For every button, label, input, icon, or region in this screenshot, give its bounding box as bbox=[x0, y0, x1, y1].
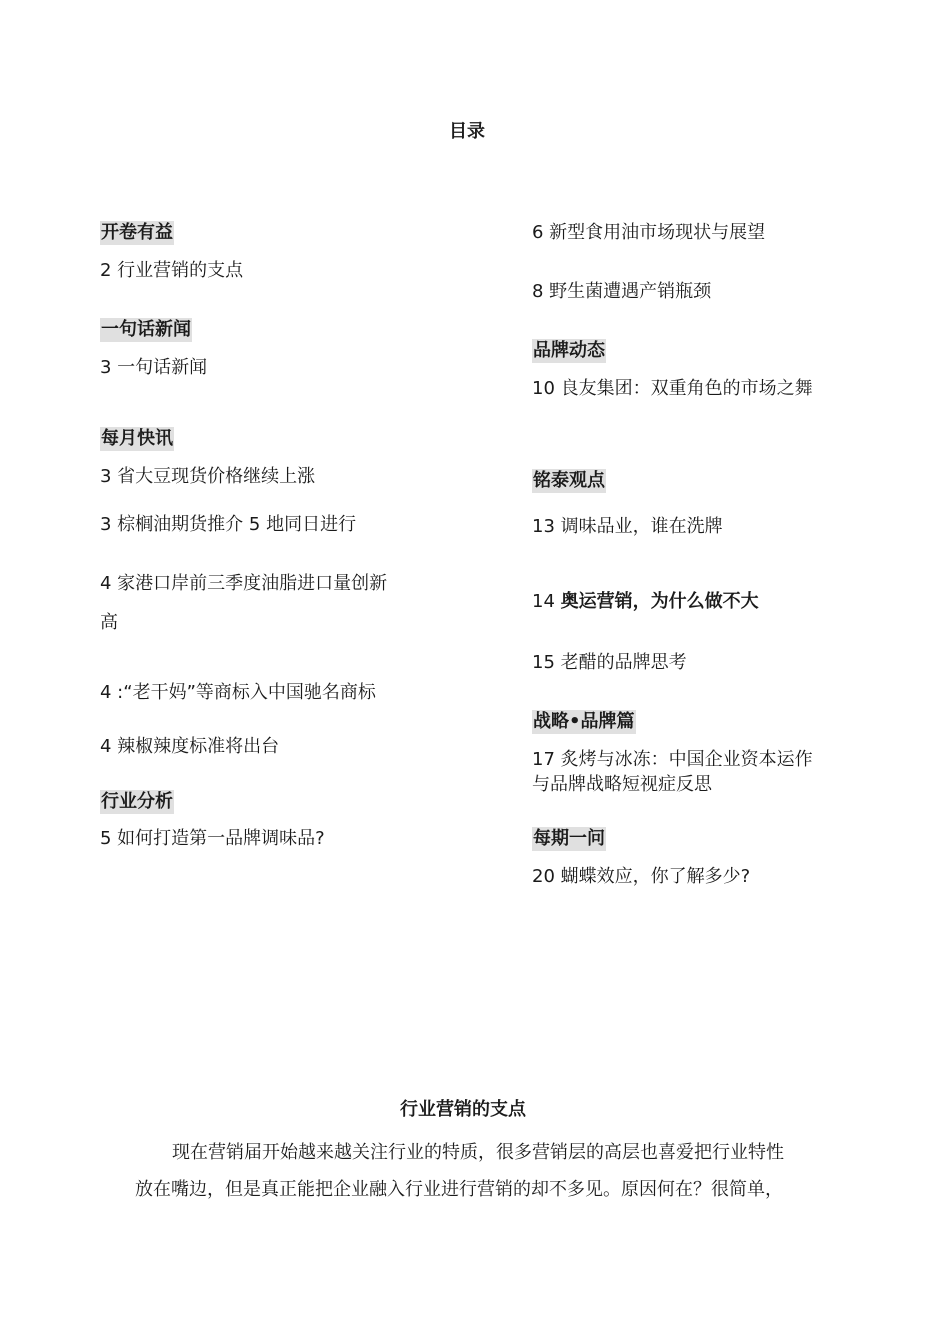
section-heading: 铭泰观点 bbox=[533, 470, 605, 491]
section-heading: 一句话新闻 bbox=[101, 319, 191, 340]
toc-entry[interactable]: 6 新型食用油市场现状与展望 bbox=[532, 222, 766, 243]
section-heading: 开卷有益 bbox=[101, 222, 173, 243]
toc-entry[interactable]: 20 蝴蝶效应，你了解多少? bbox=[532, 866, 751, 887]
toc-entry[interactable]: 2 行业营销的支点 bbox=[100, 260, 244, 281]
toc-entry-continuation[interactable]: 与品牌战略短视症反思 bbox=[532, 774, 712, 795]
toc-entry-bold-title: 奥运营销，为什么做不大 bbox=[560, 591, 759, 612]
section-heading: 品牌动态 bbox=[533, 340, 605, 361]
toc-entry[interactable] bbox=[532, 590, 759, 614]
toc-entry[interactable]: 17 炙烤与冰冻：中国企业资本运作 bbox=[532, 749, 813, 770]
article-paragraph-line: 放在嘴边，但是真正能把企业融入行业进行营销的却不多见。原因何在？很简单， bbox=[135, 1179, 783, 1200]
toc-entry[interactable]: 5 如何打造第一品牌调味品? bbox=[100, 828, 325, 849]
toc-entry[interactable]: 3 一句话新闻 bbox=[100, 357, 208, 378]
toc-entry[interactable]: 4 辣椒辣度标准将出台 bbox=[100, 736, 280, 757]
toc-entry[interactable]: 10 良友集团：双重角色的市场之舞 bbox=[532, 378, 813, 399]
toc-entry[interactable]: 3 棕榈油期货推介 5 地同日进行 bbox=[100, 514, 357, 535]
section-heading: 每期一问 bbox=[533, 828, 605, 849]
toc-entry[interactable]: 13 调味品业，谁在洗牌 bbox=[532, 516, 723, 537]
toc-entry-continuation[interactable]: 高 bbox=[100, 612, 118, 633]
article-paragraph-line: 现在营销届开始越来越关注行业的特质，很多营销层的高层也喜爱把行业特性 bbox=[172, 1142, 784, 1163]
section-heading: 每月快讯 bbox=[101, 428, 173, 449]
toc-entry-number: 14 bbox=[532, 591, 561, 612]
toc-entry[interactable]: 4 家港口岸前三季度油脂进口量创新 bbox=[100, 573, 388, 594]
section-heading: 战略•品牌篇 bbox=[533, 711, 635, 732]
toc-entry[interactable]: 8 野生菌遭遇产销瓶颈 bbox=[532, 281, 712, 302]
article-title: 行业营销的支点 bbox=[400, 1099, 526, 1120]
toc-entry[interactable]: 4 :“老干妈”等商标入中国驰名商标 bbox=[100, 682, 376, 703]
section-heading: 行业分析 bbox=[101, 791, 173, 812]
page-title: 目录 bbox=[449, 121, 485, 142]
toc-entry[interactable]: 15 老醋的品牌思考 bbox=[532, 652, 687, 673]
toc-entry[interactable]: 3 省大豆现货价格继续上涨 bbox=[100, 466, 316, 487]
